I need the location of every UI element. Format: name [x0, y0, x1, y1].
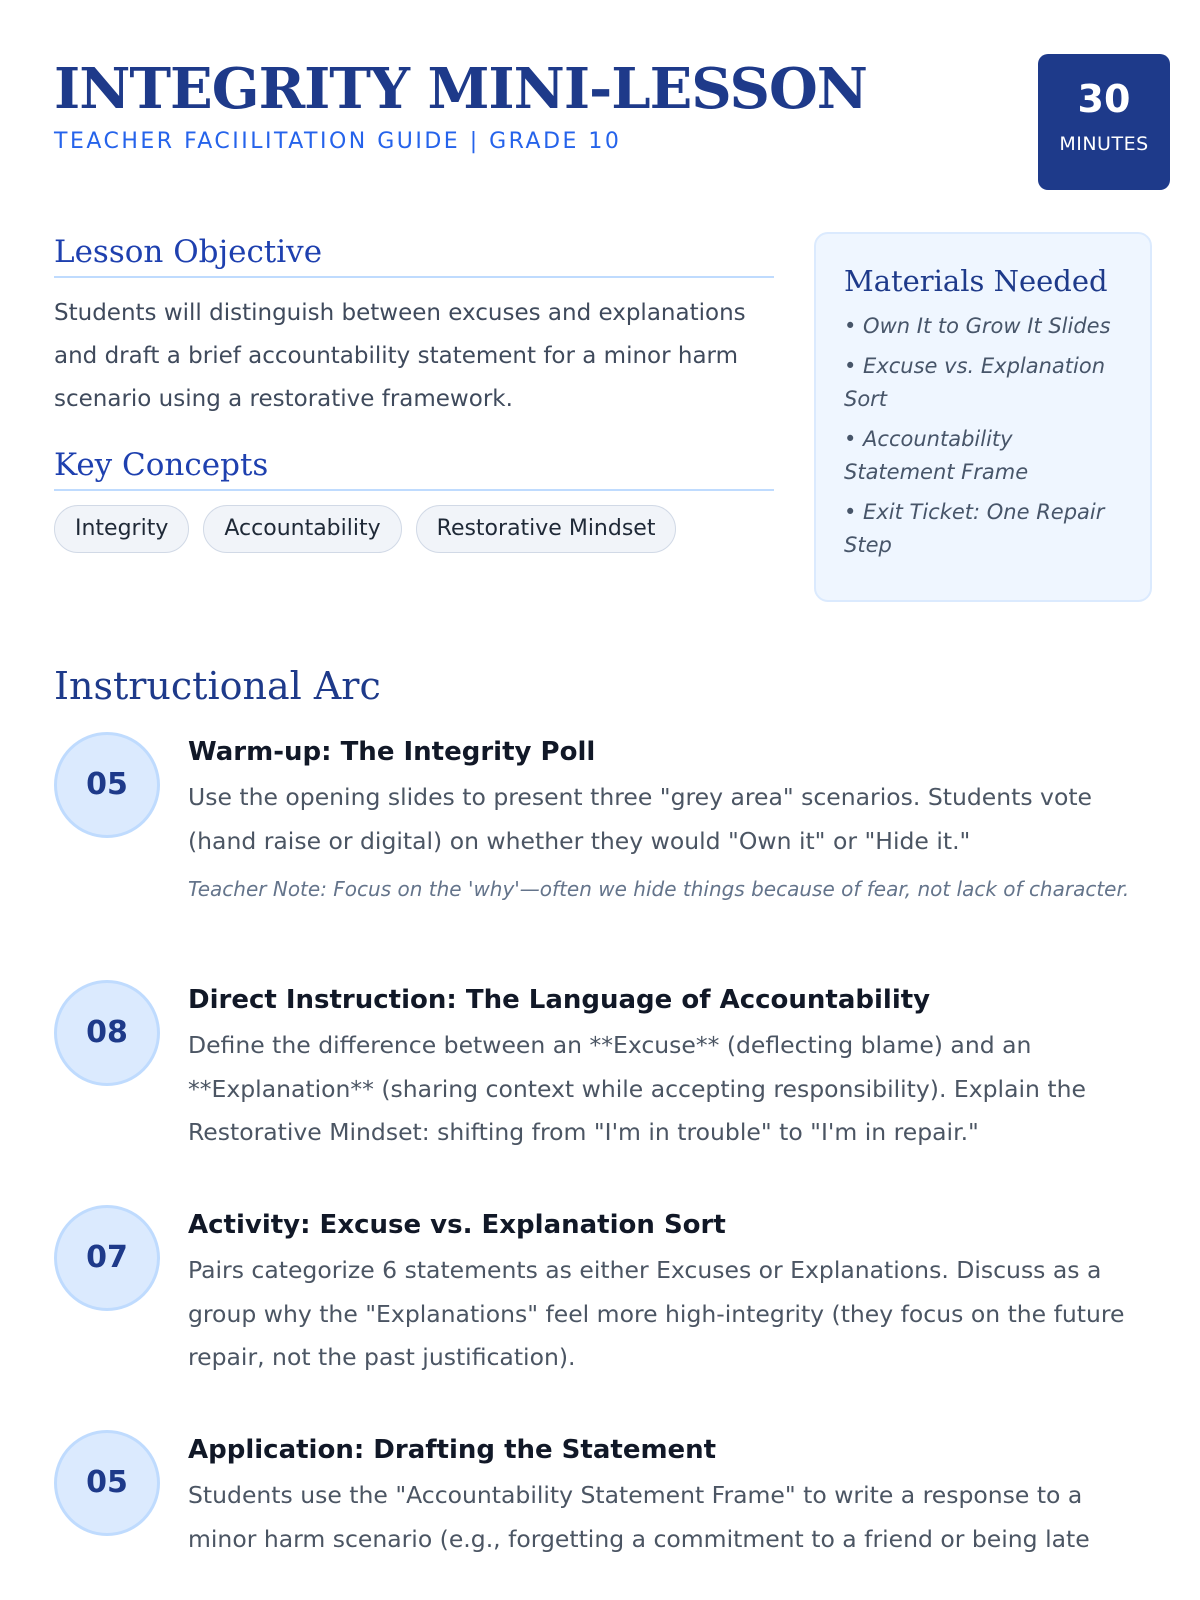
- materials-item: • Exit Ticket: One Repair Step: [844, 500, 1105, 557]
- materials-heading: Materials Needed: [844, 264, 1108, 298]
- step-text: Students use the "Accountability Statement Frame" to write a response to a minor harm scenario (e.g., forgetting a commitment to a friend or being late: [188, 1481, 1090, 1553]
- step-minutes-badge: 07: [54, 1205, 160, 1311]
- materials-item: • Excuse vs. Explanation Sort: [844, 354, 1106, 411]
- step-body: [188, 732, 1152, 906]
- step-body: [188, 1430, 1152, 1561]
- teacher-note: Teacher Note: Focus on the 'why'—often we hide things because of fear, not lack of character.: [188, 877, 1130, 901]
- materials-list: [844, 310, 1128, 562]
- step-minutes-badge: 05: [54, 1430, 160, 1536]
- materials-item: • Own It to Grow It Slides: [844, 314, 1111, 338]
- materials-item: • Accountability Statement Frame: [844, 427, 1029, 484]
- instructional-arc-heading: Instructional Arc: [54, 664, 381, 708]
- objective-heading: Lesson Objective: [54, 232, 774, 278]
- concept-chip: Accountability: [203, 505, 401, 553]
- step-text: Define the difference between an **Excuse** (deflecting blame) and an **Explanation** (sharing context while accepting responsibility). Explain the Restorative Mindset: shifting from "I'm in trouble" to "I'm in repair.": [188, 1031, 1086, 1146]
- step-body: [188, 1205, 1152, 1380]
- step-text: Pairs categorize 6 statements as either Excuses or Explanations. Discuss as a group why the "Explanations" feel more high-integrity (they focus on the future repair, not the past justification).: [188, 1256, 1125, 1371]
- step-text: Use the opening slides to present three "grey area" scenarios. Students vote (hand raise or digital) on whether they would "Own it" or "Hide it.": [188, 783, 1092, 855]
- duration-badge: [1038, 54, 1170, 190]
- step-minutes-badge: 08: [54, 980, 160, 1086]
- duration-value: 30: [1077, 77, 1131, 121]
- page-subtitle: TEACHER FACIILITATION GUIDE | GRADE 10: [54, 129, 622, 154]
- concept-chip: Integrity: [54, 505, 189, 553]
- page-title: INTEGRITY MINI-LESSON: [54, 56, 867, 122]
- key-concepts-list: [54, 505, 774, 553]
- step-body: [188, 980, 1152, 1155]
- duration-unit: MINUTES: [1059, 133, 1149, 155]
- overview-column: [54, 232, 774, 553]
- objective-text: Students will distinguish between excuses and explanations and draft a brief accountability statement for a minor harm scenario using a restorative framework.: [54, 300, 746, 412]
- step-title: Direct Instruction: The Language of Accountability: [188, 985, 931, 1015]
- concept-chip: Restorative Mindset: [416, 505, 677, 553]
- key-concepts-heading: Key Concepts: [54, 445, 774, 491]
- page-header: [54, 54, 1149, 194]
- step-title: Activity: Excuse vs. Explanation Sort: [188, 1210, 726, 1240]
- step-minutes-badge: 05: [54, 732, 160, 838]
- materials-box: [814, 232, 1152, 602]
- step-title: Warm-up: The Integrity Poll: [188, 737, 596, 767]
- step-title: Application: Drafting the Statement: [188, 1435, 717, 1465]
